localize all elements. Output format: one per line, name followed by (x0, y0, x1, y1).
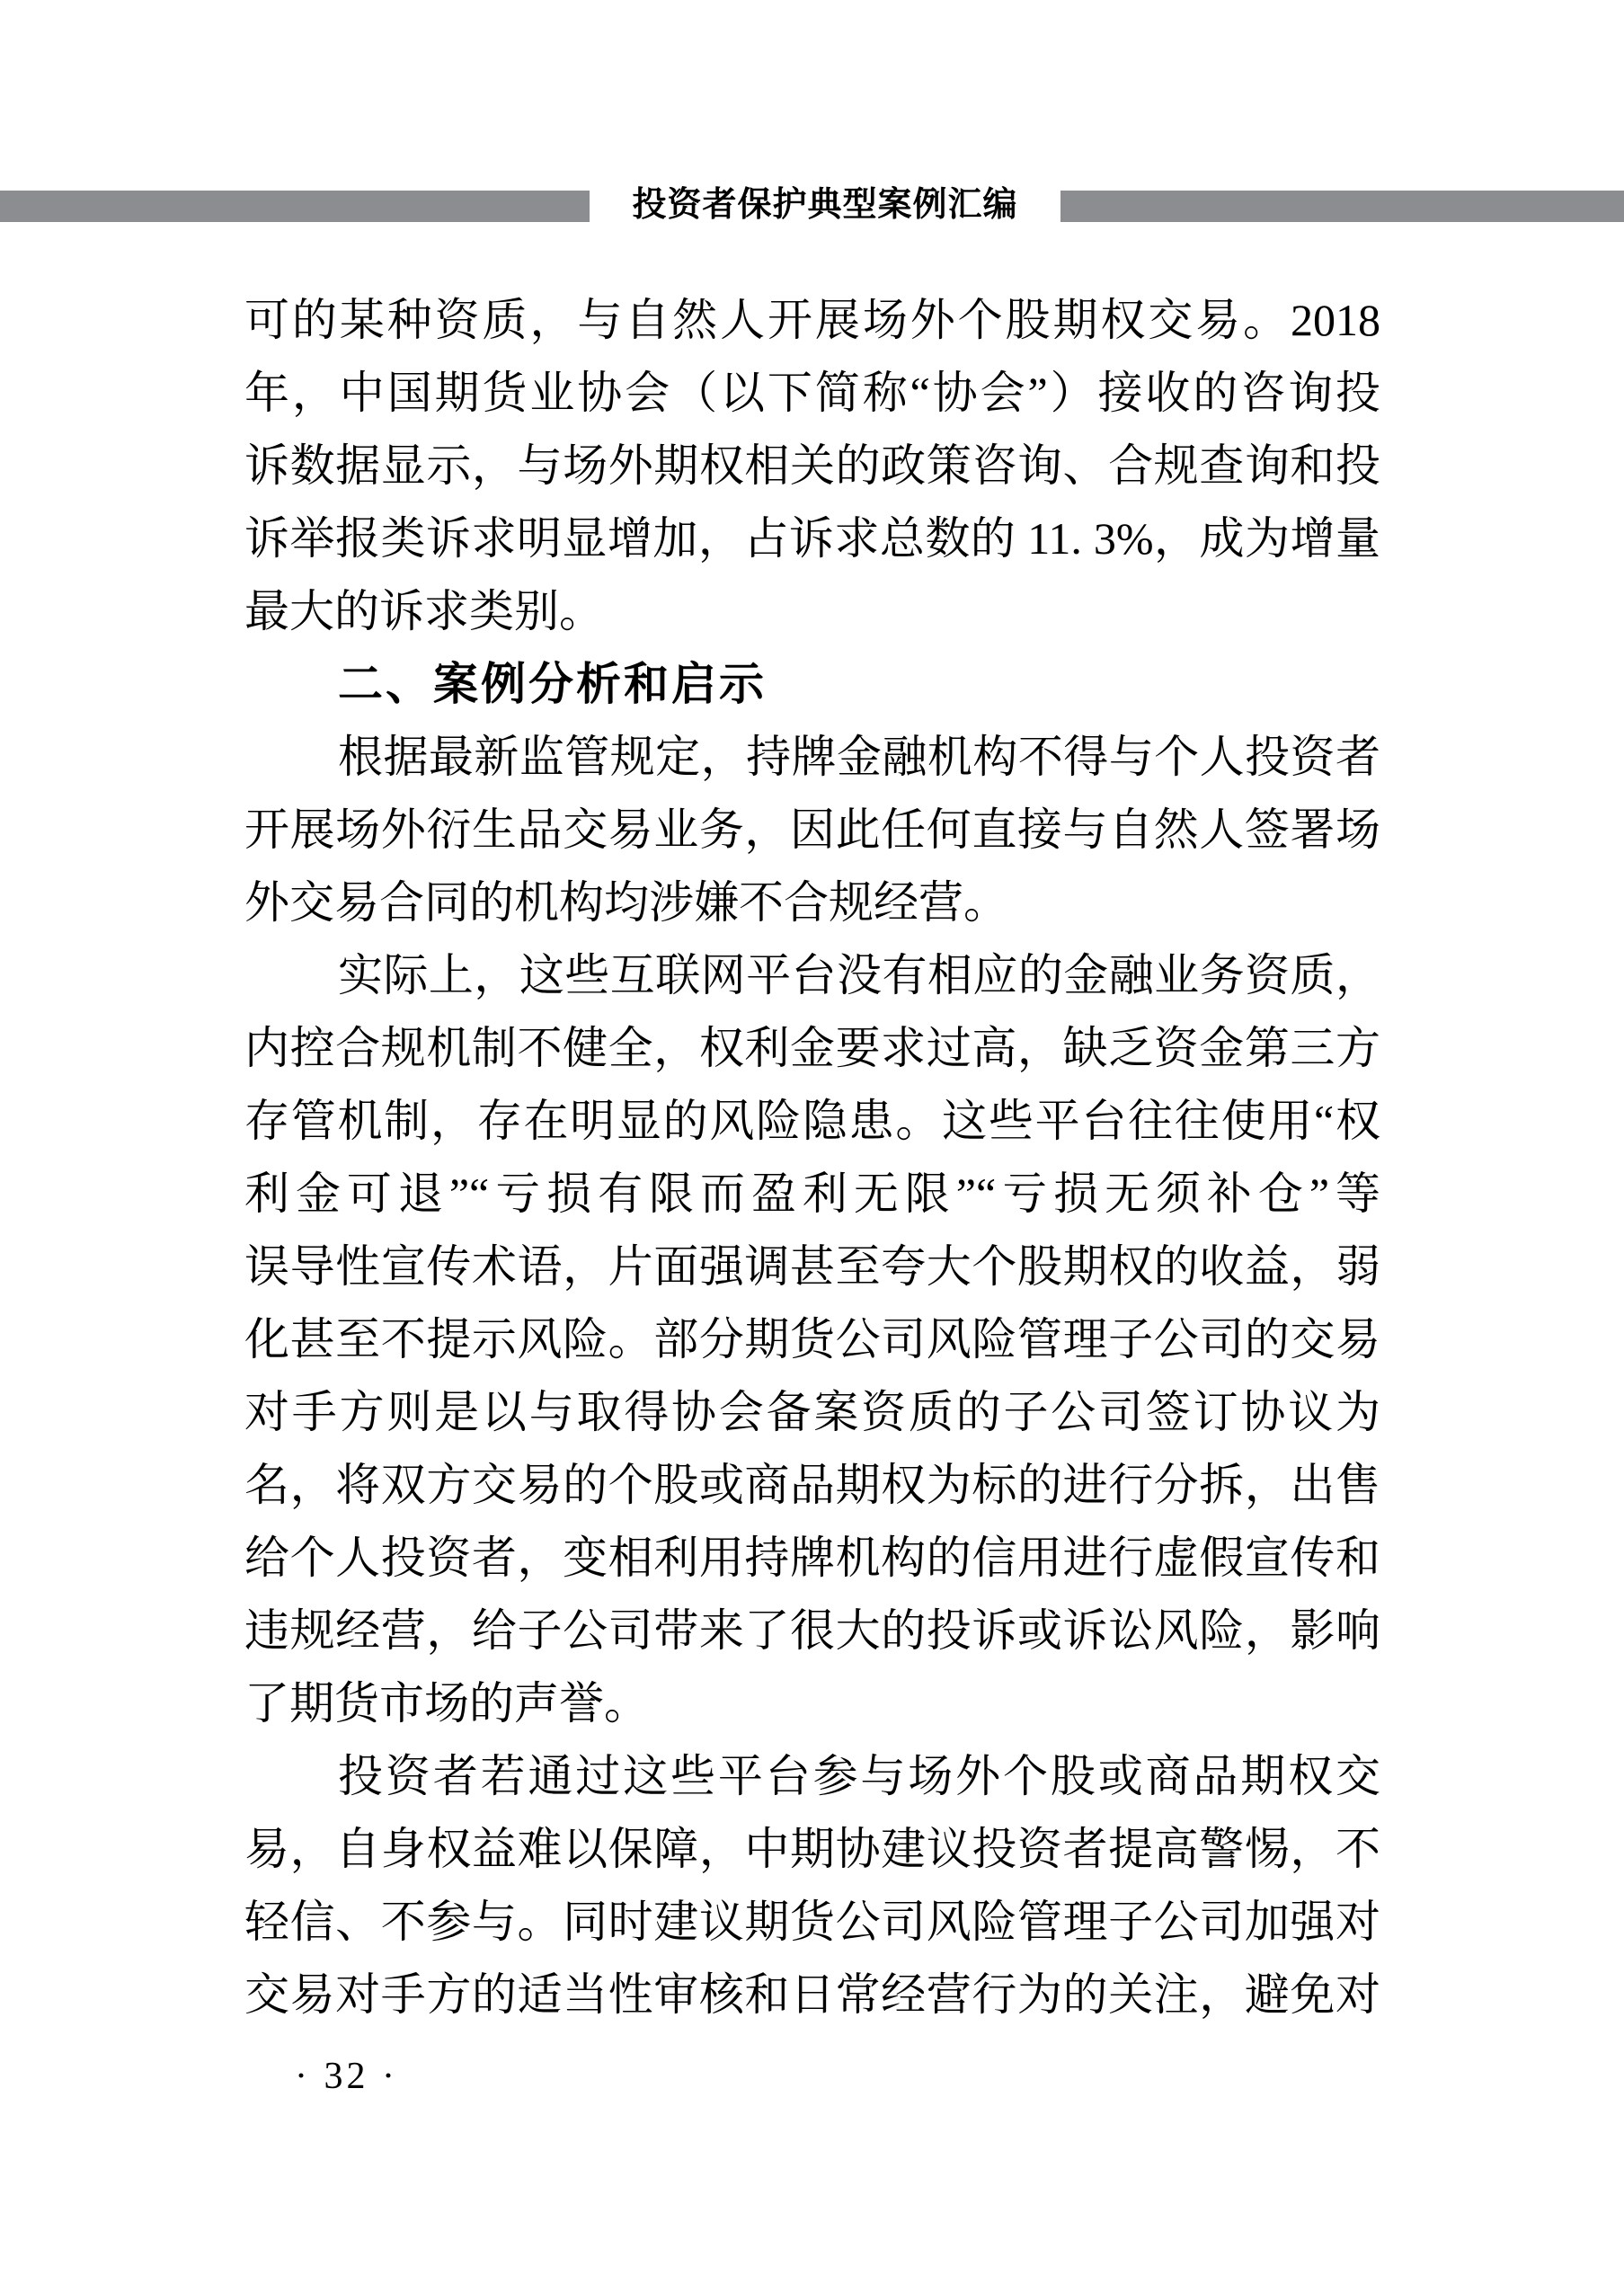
page-number: · 32 · (295, 2056, 398, 2097)
body-line: 最大的诉求类别。 (244, 586, 604, 636)
body-line: 给个人投资者，变相利用持牌机构的信用进行虚假宣传和 (244, 1533, 1380, 1583)
body-line: 误导性宣传术语，片面强调甚至夸大个股期权的收益，弱 (244, 1241, 1380, 1292)
body-text-block (244, 284, 1380, 2031)
body-line: 内控合规机制不健全，权利金要求过高，缺乏资金第三方 (244, 1023, 1380, 1073)
body-line: 诉举报类诉求明显增加，占诉求总数的 11. 3%，成为增量 (244, 513, 1380, 564)
body-line: 开展场外衍生品交易业务，因此任何直接与自然人签署场 (244, 804, 1380, 855)
body-line: 诉数据显示，与场外期权相关的政策咨询、合规查询和投 (244, 440, 1380, 491)
header-rule-right (1060, 191, 1624, 222)
body-line: 实际上，这些互联网平台没有相应的金融业务资质， (338, 950, 1380, 1000)
body-line: 交易对手方的适当性审核和日常经营行为的关注，避免对 (244, 1969, 1380, 2020)
body-line: 外交易合同的机构均涉嫌不合规经营。 (244, 877, 1008, 928)
body-line: 了期货市场的声誉。 (244, 1678, 649, 1729)
body-line: 名，将双方交易的个股或商品期权为标的进行分拆，出售 (244, 1460, 1380, 1510)
body-line: 轻信、不参与。同时建议期货公司风险管理子公司加强对 (244, 1897, 1380, 1947)
header-rule-left (0, 191, 590, 222)
body-line: 对手方则是以与取得协会备案资质的子公司签订协议为 (244, 1387, 1380, 1437)
body-line: 可的某种资质，与自然人开展场外个股期权交易。2018 (244, 295, 1380, 345)
running-header-title: 投资者保护典型案例汇编 (632, 186, 1018, 224)
body-line: 易，自身权益难以保障，中期协建议投资者提高警惕，不 (244, 1824, 1380, 1874)
body-line: 利金可退”“亏损有限而盈利无限”“亏损无须补仓”等 (244, 1169, 1380, 1219)
section-heading: 二、案例分析和启示 (338, 659, 767, 709)
body-line: 年，中国期货业协会（以下简称“协会”）接收的咨询投 (244, 368, 1380, 418)
body-line: 化甚至不提示风险。部分期货公司风险管理子公司的交易 (244, 1314, 1380, 1364)
body-line: 存管机制，存在明显的风险隐患。这些平台往往使用“权 (244, 1096, 1380, 1146)
body-line: 违规经营，给子公司带来了很大的投诉或诉讼风险，影响 (244, 1605, 1380, 1656)
body-line: 投资者若通过这些平台参与场外个股或商品期权交 (338, 1751, 1380, 1801)
body-line: 根据最新监管规定，持牌金融机构不得与个人投资者 (338, 732, 1380, 782)
